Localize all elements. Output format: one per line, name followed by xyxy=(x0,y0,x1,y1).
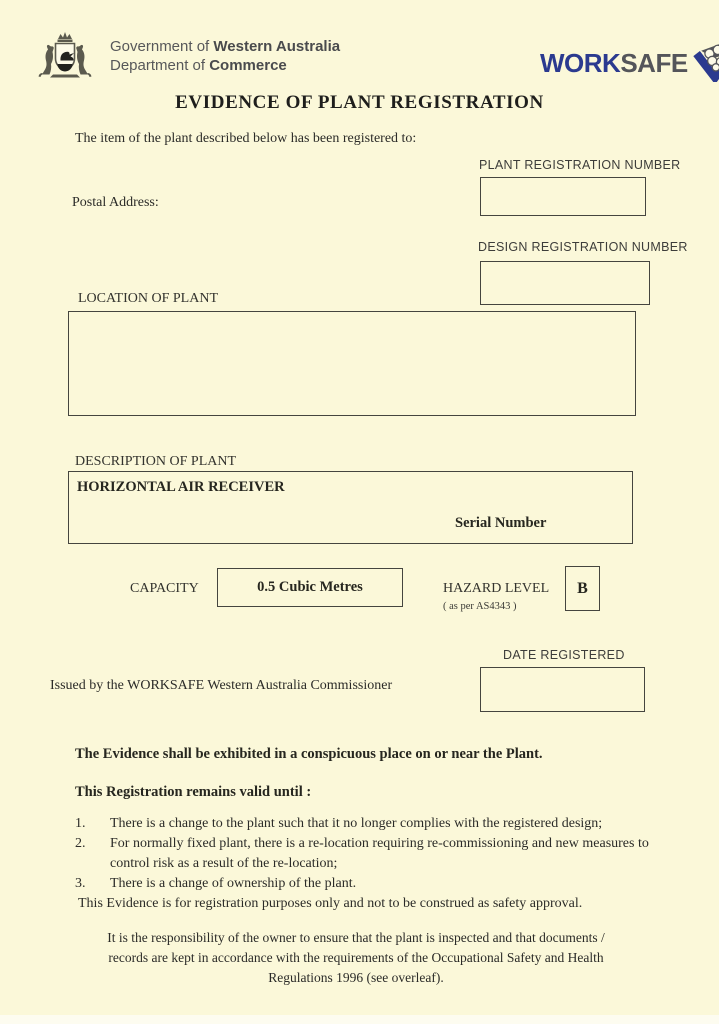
plant-reg-label: PLANT REGISTRATION NUMBER xyxy=(479,158,681,172)
date-registered-label: DATE REGISTERED xyxy=(503,648,625,662)
condition-number: 2. xyxy=(75,836,86,851)
exhibit-notice: The Evidence shall be exhibited in a conspicuous place on or near the Plant. xyxy=(75,746,543,762)
coat-of-arms-icon xyxy=(33,27,97,91)
design-reg-label: DESIGN REGISTRATION NUMBER xyxy=(478,240,688,254)
gov-line2-normal: Department of xyxy=(110,57,210,74)
intro-line: The item of the plant described below has been registered to: xyxy=(75,131,417,146)
capacity-box: 0.5 Cubic Metres xyxy=(217,568,403,607)
hazard-level-sublabel: ( as per AS4343 ) xyxy=(443,601,517,612)
worksafe-word-blue: WORK xyxy=(540,48,621,78)
serial-number-label: Serial Number xyxy=(455,515,547,531)
valid-until-notice: This Registration remains valid until : xyxy=(75,784,312,800)
condition-number: 1. xyxy=(75,816,86,831)
condition-item xyxy=(75,834,667,874)
description-label: DESCRIPTION OF PLANT xyxy=(75,454,237,469)
date-registered-box xyxy=(480,667,645,712)
condition-number: 3. xyxy=(75,876,86,891)
issued-by-line: Issued by the WORKSAFE Western Australia Commissioner xyxy=(50,678,393,693)
government-header xyxy=(110,37,340,75)
responsibility-notice: It is the responsibility of the owner to ensure that the plant is inspected and that documents / records are kept in accordance with the requirements of the Occupational Safety and Health Regulations 1996 (see overleaf). xyxy=(107,930,605,985)
condition-text: There is a change to the plant such that it no longer complies with the registered design; xyxy=(110,816,603,831)
gov-line2-bold: Commerce xyxy=(209,57,287,74)
hazard-level-box: B xyxy=(565,566,600,611)
location-box xyxy=(68,311,636,416)
description-value: HORIZONTAL AIR RECEIVER xyxy=(77,479,285,495)
condition-text: For normally fixed plant, there is a re-location requiring re-commissioning and new measures to control risk as a result of the re-location; xyxy=(110,836,649,871)
condition-item xyxy=(75,874,667,894)
description-box xyxy=(68,471,633,544)
worksafe-logo xyxy=(540,38,719,89)
condition-item xyxy=(75,814,667,834)
gov-line1-normal: Government of xyxy=(110,38,214,55)
postal-address-label: Postal Address: xyxy=(72,195,159,210)
purpose-notice: This Evidence is for registration purposes only and not to be construed as safety approval. xyxy=(78,896,583,911)
conditions-list xyxy=(75,814,667,894)
plant-reg-box xyxy=(480,177,646,216)
condition-text: There is a change of ownership of the plant. xyxy=(110,876,357,891)
location-label: LOCATION OF PLANT xyxy=(78,291,218,306)
gov-line1-bold: Western Australia xyxy=(213,38,341,55)
hazard-level-label: HAZARD LEVEL xyxy=(443,581,550,596)
design-reg-box xyxy=(480,261,650,305)
worksafe-diamond-icon xyxy=(692,38,719,89)
worksafe-word-gray: SAFE xyxy=(620,48,688,78)
capacity-label: CAPACITY xyxy=(130,581,199,596)
page-title: EVIDENCE OF PLANT REGISTRATION xyxy=(175,92,544,113)
